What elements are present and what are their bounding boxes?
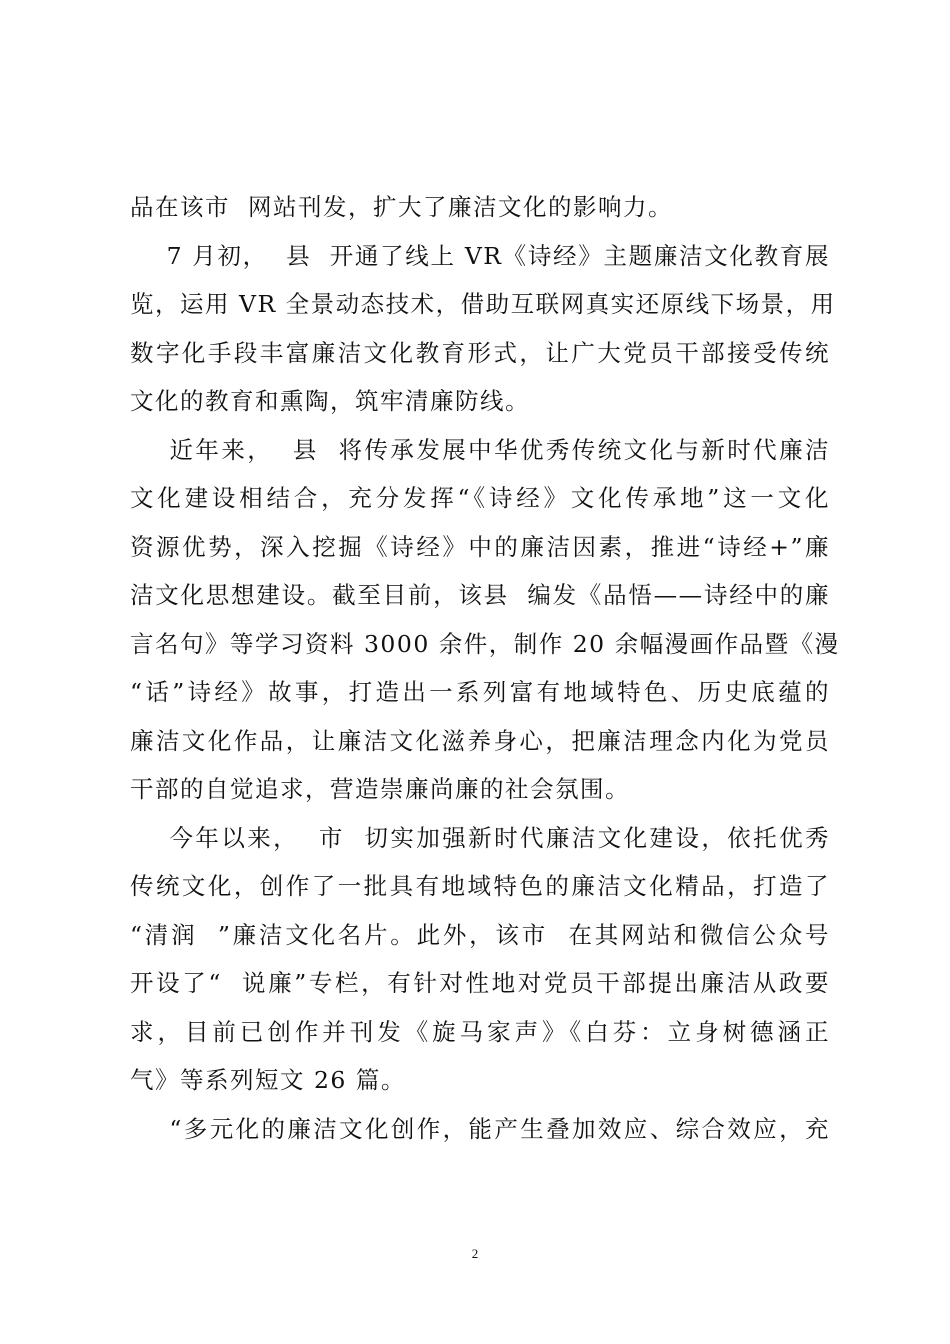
- text-line: 近年来， 县 将传承发展中华优秀传统文化与新时代廉洁: [130, 435, 830, 464]
- text-line: 开设了“ 说廉”专栏，有针对性地对党员干部提出廉洁从政要: [130, 969, 830, 997]
- text-line: 数字化手段丰富廉洁文化教育形式，让广大党员干部接受传统: [130, 338, 830, 367]
- page-number: 2: [471, 1246, 479, 1261]
- text-line: 今年以来， 市 切实加强新时代廉洁文化建设，依托优秀: [130, 823, 830, 852]
- text-line: “清润 ”廉洁文化名片。此外，该市 在其网站和微信公众号: [130, 920, 830, 949]
- text-line: 传统文化，创作了一批具有地域特色的廉洁文化精品，打造了: [130, 872, 830, 900]
- text-line: 文化的教育和熏陶，筑牢清廉防线。: [130, 387, 530, 415]
- text-line: 览，运用 VR 全景动态技术，借助互联网真实还原线下场景，用: [130, 290, 836, 318]
- text-line: 资源优势，深入挖掘《诗经》中的廉洁因素，推进“诗经+”廉: [130, 532, 830, 561]
- text-line: 气》等系列短文 26 篇。: [130, 1066, 406, 1094]
- text-line: 洁文化思想建设。截至目前，该县 编发《品悟——诗经中的廉: [130, 581, 830, 609]
- text-line: 言名句》等学习资料 3000 余件，制作 20 余幅漫画作品暨《漫: [130, 629, 840, 658]
- text-line: 7 月初， 县 开通了线上 VR《诗经》主题廉洁文化教育展: [130, 241, 830, 270]
- text-line: 廉洁文化作品，让廉洁文化滋养身心，把廉洁理念内化为党员: [130, 726, 830, 755]
- body-text: [130, 183, 840, 1153]
- text-line: 品在该市 网站刊发，扩大了廉洁文化的影响力。: [130, 193, 673, 221]
- text-line: “话”诗经》故事，打造出一系列富有地域特色、历史底蕴的: [130, 678, 830, 706]
- text-line: “多元化的廉洁文化创作，能产生叠加效应、综合效应，充: [130, 1114, 830, 1143]
- text-line: 干部的自觉追求，营造崇廉尚廉的社会氛围。: [130, 775, 630, 803]
- text-line: 文化建设相结合，充分发挥“《诗经》文化传承地”这一文化: [130, 484, 830, 512]
- text-line: 求，目前已创作并刊发《旋马家声》《白芬：立身树德涵正: [130, 1017, 830, 1046]
